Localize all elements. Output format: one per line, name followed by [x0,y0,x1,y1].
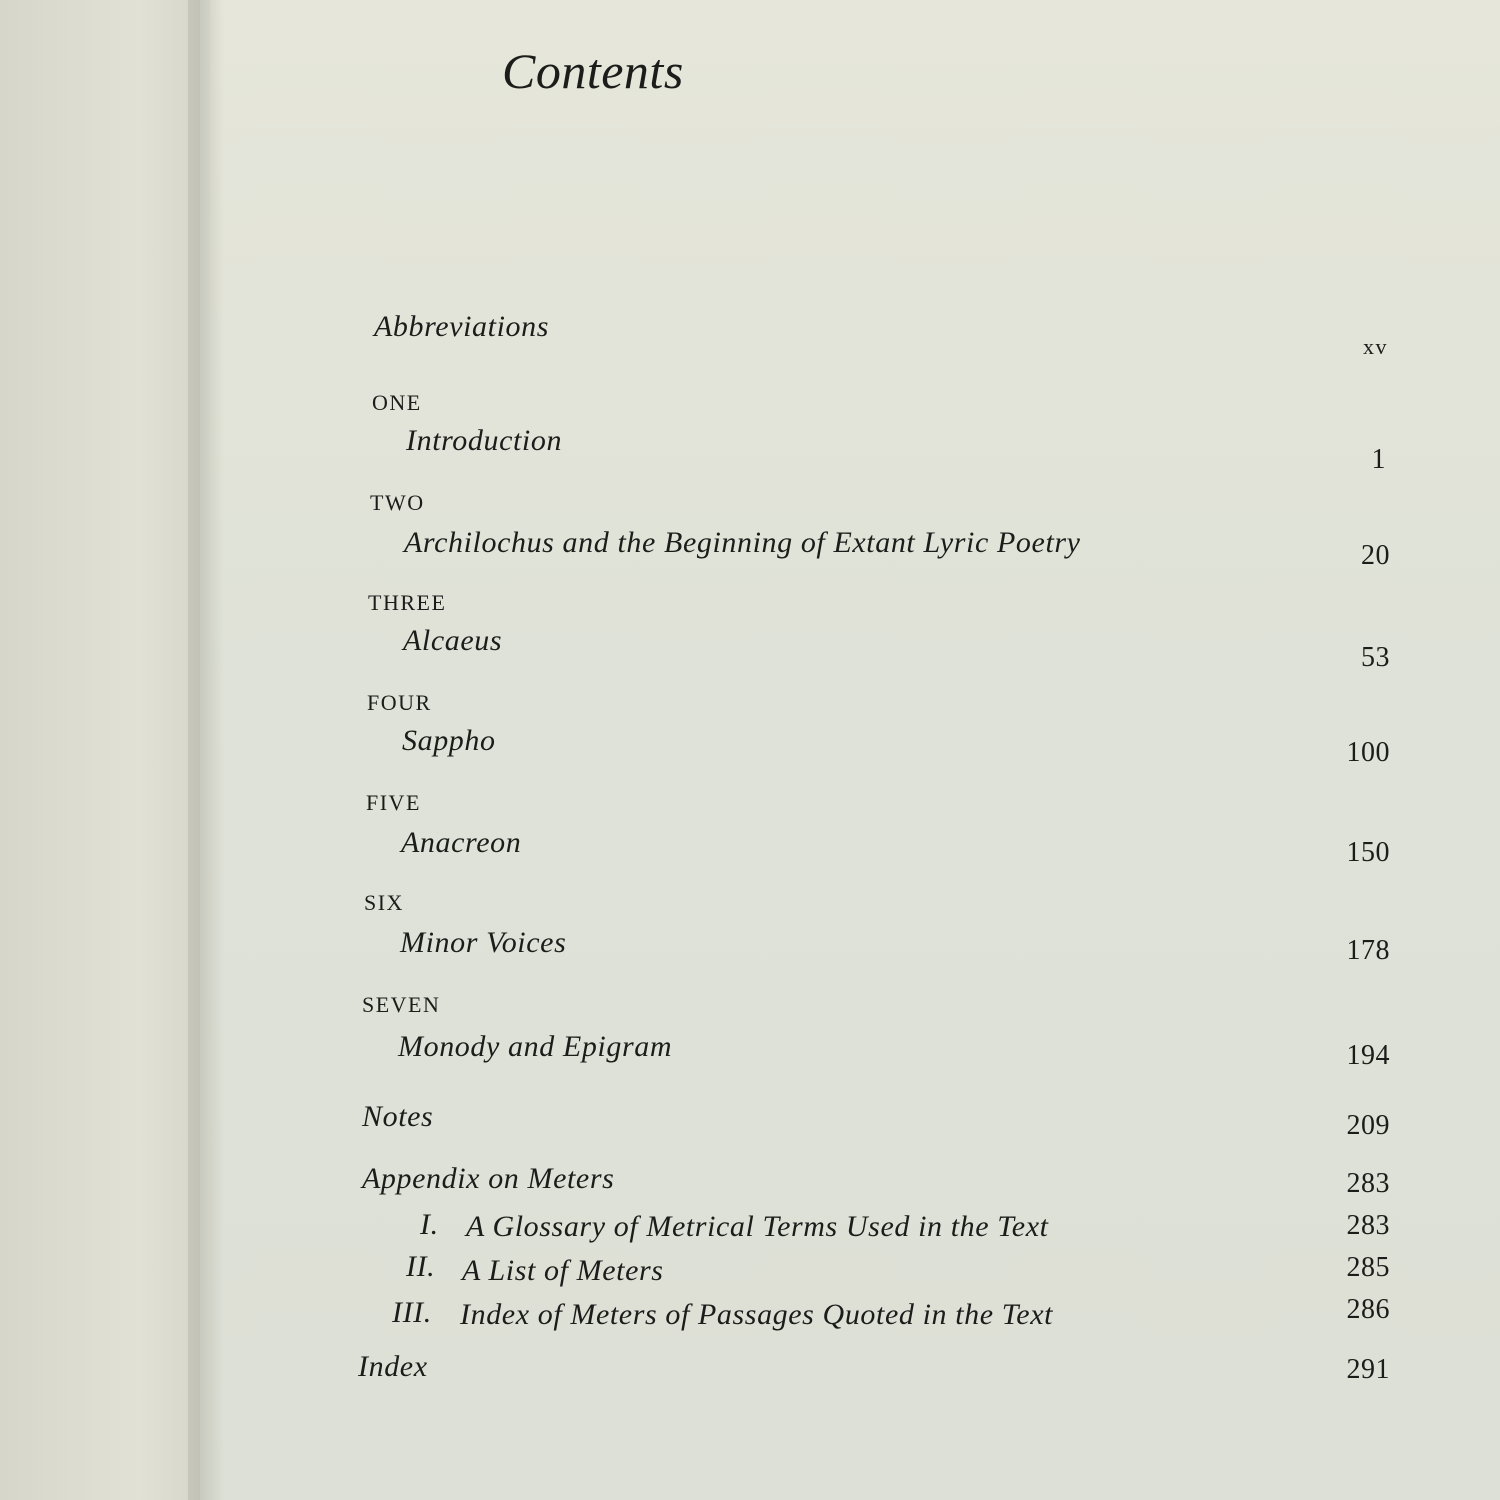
appendix-item-title: A Glossary of Metrical Terms Used in the Text [466,1210,1049,1243]
appendix-item-title: Index of Meters of Passages Quoted in the Text [460,1298,1054,1331]
toc-entry-abbreviations-title: Abbreviations [374,310,549,343]
chapter-page-two: 20 [1361,540,1390,571]
chapter-number-one: ONE [372,390,422,415]
chapter-number-six: SIX [364,890,404,915]
appendix-item-page: 286 [1346,1294,1390,1325]
book-gutter [188,0,224,1500]
appendix-item-numeral: III. [392,1296,432,1329]
chapter-page-four: 100 [1346,737,1390,768]
chapter-page-six: 178 [1346,935,1390,966]
chapter-title-four: Sappho [402,724,496,757]
appendix-item-page: 283 [1346,1210,1390,1241]
appendix-item-title: A List of Meters [462,1254,664,1287]
chapter-number-three: THREE [368,590,447,615]
chapter-page-three: 53 [1361,642,1390,673]
chapter-number-four: FOUR [367,690,432,715]
toc-entry-index-title: Index [358,1350,428,1383]
chapter-page-seven: 194 [1346,1040,1390,1071]
appendix-item-numeral: I. [420,1208,439,1241]
chapter-number-two: TWO [370,490,425,515]
toc-entry-notes-page: 209 [1346,1110,1390,1141]
toc-entry-appendix-page: 283 [1346,1168,1390,1199]
appendix-item-numeral: II. [406,1250,436,1283]
chapter-title-three: Alcaeus [403,624,503,657]
chapter-title-seven: Monody and Epigram [398,1030,673,1063]
contents-heading: Contents [502,43,684,99]
chapter-title-two: Archilochus and the Beginning of Extant Lyric Poetry [404,526,1081,559]
chapter-number-seven: SEVEN [362,992,441,1017]
chapter-title-five: Anacreon [401,826,522,859]
toc-entry-notes-title: Notes [362,1100,434,1133]
appendix-item-page: 285 [1346,1252,1390,1283]
toc-entry-abbreviations-page: xv [1363,334,1388,359]
chapter-title-one: Introduction [406,424,563,457]
chapter-page-one: 1 [1371,444,1386,475]
facing-page [0,0,200,1500]
toc-entry-appendix-title: Appendix on Meters [362,1162,615,1195]
chapter-title-six: Minor Voices [400,926,567,959]
toc-entry-index-page: 291 [1346,1354,1390,1385]
chapter-page-five: 150 [1346,837,1390,868]
chapter-number-five: FIVE [366,790,421,815]
